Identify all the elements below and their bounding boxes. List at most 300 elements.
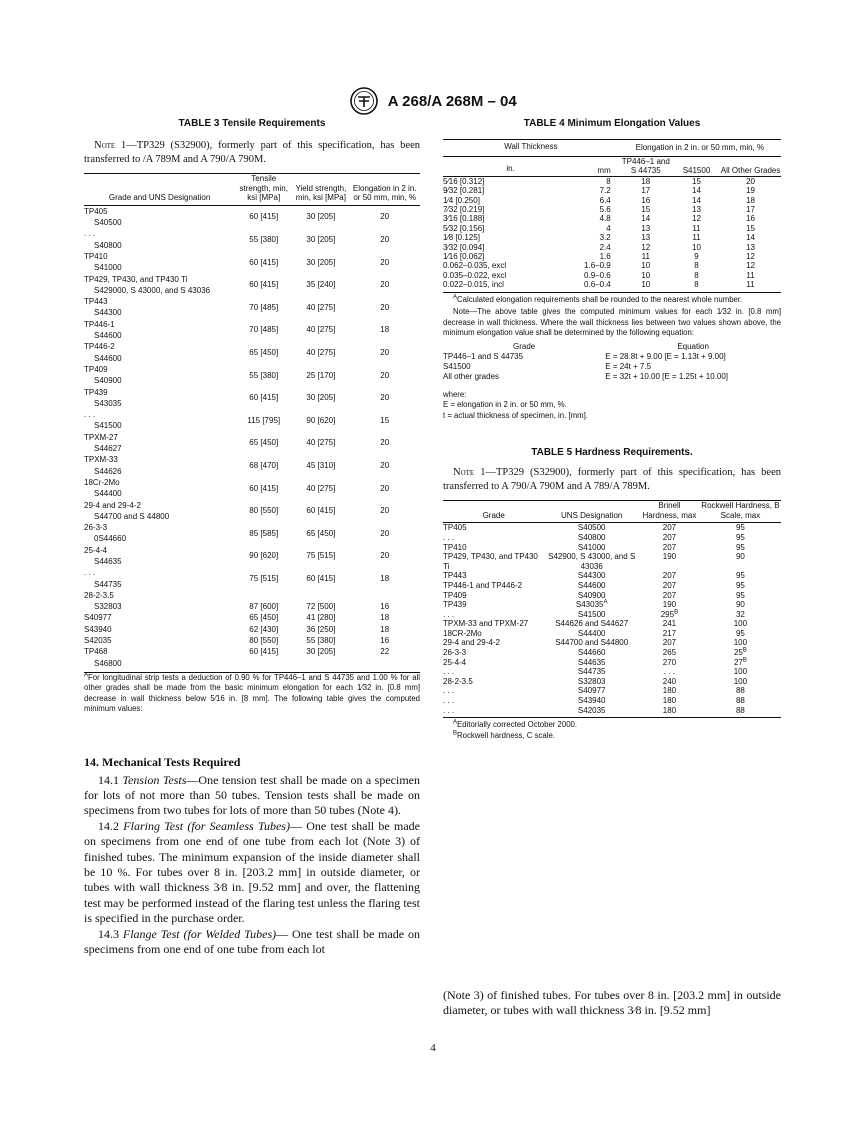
t3-row (84, 477, 420, 488)
t3-tensile: 65 [450] (249, 613, 279, 623)
t5-grade: 28-2-3.5 (443, 676, 473, 686)
t4-tp446: 10 (641, 261, 651, 271)
equation-row (443, 362, 781, 372)
t5-row (443, 629, 781, 639)
t3-uns: S42035 (84, 636, 112, 646)
t5-uns (544, 552, 639, 571)
t4-head-in: in. (506, 164, 515, 174)
t5-row (443, 686, 781, 696)
t5-grade: . . . (443, 532, 455, 542)
t3-elong: 20 (380, 280, 390, 290)
t3-elong: 20 (380, 393, 390, 403)
t3-yield: 36 [250] (306, 624, 336, 634)
t3-tensile: 87 [600] (249, 602, 279, 612)
t3-row (84, 612, 420, 623)
t4-head-wall: Wall Thickness (504, 142, 558, 151)
t3-elong: 20 (380, 347, 390, 357)
t5-grade: TP446-1 and TP446-2 (443, 580, 523, 590)
t5-row (443, 706, 781, 716)
t4-in: 5⁄32 [0.156] (443, 223, 485, 233)
t3-grade: TPXM-33 (84, 455, 118, 465)
t5-rockwell-text: 90 (735, 552, 745, 562)
t5-rockwell (700, 686, 781, 696)
t5-grade: TP429, TP430, and TP430 Ti (443, 552, 538, 571)
table3-tensile-requirements (84, 173, 420, 669)
t3-elong: 18 (380, 613, 390, 623)
t5-uns-text: S44660 (577, 648, 606, 658)
t4-tp446: 14 (641, 214, 651, 224)
t5-grade: TPXM-33 and TPXM-27 (443, 619, 529, 629)
t5-head-brinell: Brinell Hardness, max (642, 501, 697, 520)
equation-formula: E = 24t + 7.5 (605, 361, 652, 371)
t4-row (443, 271, 781, 280)
t5-rockwell-text: 88 (735, 686, 745, 696)
t5-rockwell-text: 88 (735, 696, 745, 706)
t5-head-grade: Grade (482, 510, 505, 520)
t5-rockwell (700, 648, 781, 658)
t5-grade: . . . (443, 696, 455, 706)
t5-rockwell (700, 552, 781, 571)
t3-row (84, 319, 420, 330)
equation-formula: E = 32t + 10.00 [E = 1.25t + 10.00] (605, 371, 728, 381)
t4-in: 0.022–0.015, incl (443, 280, 504, 290)
t3-uns: S40977 (84, 613, 112, 623)
t5-rockwell-text: 95 (735, 523, 745, 533)
t3-row (84, 274, 420, 285)
t5-rockwell (700, 629, 781, 639)
t4-tp446: 10 (641, 280, 651, 290)
t4-in: 7⁄32 [0.219] (443, 205, 485, 214)
t5-brinell-text: 241 (662, 619, 677, 629)
t4-other: 17 (746, 205, 756, 214)
t4-s41500: 9 (694, 252, 699, 262)
t5-brinell (639, 543, 700, 553)
t5-rockwell (700, 677, 781, 687)
table5-hardness-requirements (443, 500, 781, 715)
t4-s41500: 14 (692, 186, 701, 196)
t4-tp446: 16 (641, 195, 651, 205)
table3-title: TABLE 3 Tensile Requirements (178, 118, 326, 129)
t5-brinell (639, 552, 700, 571)
t3-uns: S40500 (94, 218, 122, 228)
t5-brinell-text: 190 (662, 552, 677, 562)
t5-rockwell-text: 32 (735, 609, 745, 619)
t5-brinell (639, 696, 700, 706)
t4-mm: 6.4 (599, 195, 611, 205)
t5-body (443, 523, 781, 715)
t4-mm: 0.6–0.4 (584, 280, 611, 290)
t5-brinell-text: 217 (662, 628, 677, 638)
t4-other: 18 (746, 195, 756, 205)
t3-yield: 45 [310] (306, 460, 336, 470)
table3-note: Note 1—TP329 (S32900), formerly part of this specification, has been transferred to /A 789M and A 790/A 790M. (84, 140, 420, 165)
t5-row (443, 571, 781, 581)
t5-uns (544, 706, 639, 716)
t3-uns: 0S44660 (94, 534, 127, 544)
t5-row (443, 658, 781, 668)
t3-yield: 35 [240] (306, 280, 336, 290)
t4-row (443, 224, 781, 233)
t4-mm: 7.2 (599, 186, 611, 196)
t3-row (84, 624, 420, 635)
t5-rockwell-text: 95 (735, 628, 745, 638)
t3-grade: TP446-1 (84, 319, 115, 329)
equation-grade: S41500 (443, 361, 471, 371)
t5-rockwell (700, 706, 781, 716)
t3-yield: 30 [205] (306, 212, 336, 222)
t3-tensile: 115 [795] (247, 415, 281, 425)
t5-head-rockwell: Rockwell Hardness, B Scale, max (701, 501, 780, 520)
t3-elong: 18 (380, 325, 390, 335)
t3-elong: 20 (380, 302, 390, 312)
t3-grade: TP439 (84, 387, 108, 397)
t3-tensile: 85 [585] (249, 528, 279, 538)
t3-row (84, 454, 420, 465)
t3-uns: S44635 (94, 556, 122, 566)
t5-row (443, 581, 781, 591)
t3-row (84, 296, 420, 307)
t4-row (443, 243, 781, 252)
astm-logo-icon (349, 86, 379, 116)
t5-rockwell (700, 591, 781, 601)
t4-s41500: 12 (692, 214, 701, 224)
t3-uns: S44626 (94, 466, 122, 476)
t5-row (443, 591, 781, 601)
t3-elong: 16 (380, 602, 390, 612)
t3-row (84, 658, 420, 669)
page-header (0, 86, 866, 116)
t3-elong: 18 (380, 624, 390, 634)
t4-other: 15 (746, 223, 756, 233)
t3-yield: 55 [380] (306, 636, 336, 646)
t3-row (84, 500, 420, 511)
t3-yield: 25 [170] (306, 370, 336, 380)
t5-rockwell (700, 696, 781, 706)
t5-uns (544, 591, 639, 601)
t4-other: 14 (746, 233, 756, 243)
t5-uns-text: S41000 (577, 542, 606, 552)
t5-rockwell-footnote-mark: B (742, 657, 747, 663)
t3-elong: 20 (380, 460, 390, 470)
t4-mm: 1.6–0.9 (584, 261, 611, 271)
t3-elong: 18 (380, 573, 390, 583)
t3-uns: S43035 (94, 398, 122, 408)
t5-brinell (639, 638, 700, 648)
t5-row (443, 523, 781, 533)
t3-row (84, 601, 420, 612)
t5-rockwell (700, 543, 781, 553)
t5-brinell-text: 207 (662, 571, 677, 581)
t4-head-other: All Other Grades (720, 166, 781, 176)
t4-other: 16 (746, 214, 756, 224)
t5-uns-text: S42035 (577, 705, 606, 715)
t5-grade: TP405 (443, 523, 467, 533)
table4-equations (443, 342, 781, 382)
t5-rockwell (700, 638, 781, 648)
t3-grade: 29-4 and 29-4-2 (84, 500, 141, 510)
t4-in: 3⁄32 [0.094] (443, 242, 485, 252)
t5-row (443, 600, 781, 610)
t5-uns-text: S40800 (577, 532, 606, 542)
t5-brinell-text: 180 (662, 705, 677, 715)
t3-grade: TP409 (84, 364, 108, 374)
t3-body (84, 205, 420, 669)
t4-head-mm: mm (597, 166, 611, 176)
t5-grade: TP439 (443, 600, 467, 610)
t3-yield: 40 [275] (306, 347, 336, 357)
t5-uns (544, 686, 639, 696)
t4-head-s41500: S41500 (682, 166, 711, 176)
t3-head-grade: Grade and UNS Designation (108, 193, 211, 203)
t3-tensile: 80 [550] (249, 506, 279, 516)
t5-uns (544, 648, 639, 658)
t3-uns: S46800 (94, 658, 122, 668)
t3-row (84, 341, 420, 352)
t5-brinell (639, 600, 700, 610)
t5-uns-text: S43035 (575, 600, 604, 610)
t4-mm: 2.4 (599, 242, 611, 252)
t4-other: 11 (746, 280, 755, 290)
equation-formula: E = 28.8t + 9.00 [E = 1.13t + 9.00] (605, 351, 726, 361)
t5-brinell (639, 533, 700, 543)
t4-other: 20 (746, 176, 756, 186)
t3-elong: 20 (380, 506, 390, 516)
t3-uns: S41500 (94, 421, 122, 431)
t4-s41500: 11 (692, 223, 701, 233)
t3-tensile: 55 [380] (249, 235, 279, 245)
t5-brinell-text: 270 (662, 657, 677, 667)
para-14-3: 14.3 Flange Test (for Welded Tubes)— One test shall be made on specimens from one end of one tube from each lot (84, 926, 420, 957)
t4-row (443, 280, 781, 289)
t5-uns (544, 629, 639, 639)
t4-tp446: 13 (641, 233, 651, 243)
t3-uns: S44300 (94, 308, 122, 318)
t5-rockwell-text: 100 (733, 667, 748, 677)
t5-brinell (639, 571, 700, 581)
t3-grade: . . . (84, 229, 96, 239)
section14-heading: 14. Mechanical Tests Required (84, 754, 241, 769)
t5-uns-footnote-mark: A (603, 599, 608, 606)
equation-row (443, 352, 781, 362)
t4-s41500: 8 (694, 261, 699, 271)
t5-brinell-text: 295 (660, 609, 675, 619)
t3-yield: 30 [205] (306, 235, 336, 245)
t4-in: 0.062–0.035, excl (443, 261, 507, 271)
t4-s41500: 14 (692, 195, 701, 205)
t5-brinell (639, 629, 700, 639)
t4-tp446: 15 (641, 205, 651, 214)
t5-row (443, 543, 781, 553)
equation-grade: TP446–1 and S 44735 (443, 351, 524, 361)
t3-yield: 65 [450] (306, 528, 336, 538)
t5-brinell-text: 207 (662, 580, 677, 590)
t5-brinell (639, 581, 700, 591)
t5-brinell-text: 240 (662, 676, 677, 686)
t3-uns: S40900 (94, 376, 122, 386)
t5-uns-text: S44300 (577, 571, 606, 581)
t4-other: 19 (746, 186, 756, 196)
t5-rockwell (700, 523, 781, 533)
t5-uns-text: S40977 (577, 686, 606, 696)
t5-uns-text: S44735 (577, 667, 606, 677)
t3-yield: 75 [515] (306, 551, 336, 561)
t5-row (443, 677, 781, 687)
t4-tp446: 11 (641, 252, 650, 262)
t5-row (443, 667, 781, 677)
t4-s41500: 10 (692, 242, 701, 252)
t4-mm: 5.6 (599, 205, 611, 214)
table5-footnote-a: $^A$Editorially corrected October 2000. (453, 719, 578, 730)
t3-uns: TP468 (84, 647, 108, 657)
t4-row (443, 196, 781, 205)
t5-brinell (639, 591, 700, 601)
table4-title: TABLE 4 Minimum Elongation Values (523, 118, 701, 129)
t3-tensile: 70 [485] (249, 302, 279, 312)
t3-tensile: 70 [485] (249, 325, 279, 335)
t3-row (84, 251, 420, 262)
t5-grade: TP443 (443, 571, 467, 581)
t4-mm: 4 (606, 223, 611, 233)
t5-brinell (639, 610, 700, 620)
t4-other: 12 (746, 252, 756, 262)
t5-rockwell-text: 95 (735, 542, 745, 552)
t4-head-elong: Elongation in 2 in. or 50 mm, min, % (619, 140, 781, 157)
t4-row (443, 252, 781, 261)
eq-head-equation: Equation (677, 341, 709, 351)
t3-tensile: 55 [380] (249, 370, 279, 380)
t4-s41500: 8 (694, 270, 699, 280)
t3-yield: 90 [620] (306, 415, 336, 425)
t4-other: 13 (746, 242, 756, 252)
t5-row (443, 648, 781, 658)
t3-grade: TP405 (84, 206, 108, 216)
t3-elong: 20 (380, 528, 390, 538)
table4-minimum-elongation (443, 139, 781, 290)
t5-brinell (639, 686, 700, 696)
t3-uns: S32803 (94, 602, 122, 612)
t4-row (443, 233, 781, 242)
t5-rockwell-text: 27 (733, 657, 743, 667)
t5-brinell-text: 207 (662, 523, 677, 533)
t5-uns (544, 619, 639, 629)
t3-tensile: 75 [515] (249, 573, 279, 583)
t5-uns (544, 667, 639, 677)
t5-grade: . . . (443, 686, 455, 696)
t5-rockwell (700, 571, 781, 581)
t5-grade: . . . (443, 705, 455, 715)
t3-yield: 72 [500] (306, 602, 336, 612)
t5-rockwell-text: 95 (735, 532, 745, 542)
t5-uns (544, 523, 639, 533)
t5-row (443, 696, 781, 706)
para-14-2: 14.2 Flaring Test (for Seamless Tubes)— One test shall be made on specimens from one end of one tube from each lot (Note 3) of finished tubes. The minimum expansion of the inside diameter shall be 10 %. For tubes over 8 in. [203.2 mm] in outside diameter, or tubes with wall thickness 3⁄8 in. [9.52 mm] and over, the flattening test may be performed instead of the flaring test unless the flaring test is specified in the purchase order. (84, 818, 420, 926)
t3-row (84, 522, 420, 533)
t3-grade: TP443 (84, 297, 108, 307)
t5-rockwell-text: 95 (735, 580, 745, 590)
t3-grade: 26-3-3 (84, 523, 108, 533)
t5-uns (544, 533, 639, 543)
t4-s41500: 13 (692, 205, 701, 214)
t3-grade: . . . (84, 410, 96, 420)
t3-grade: 25-4-4 (84, 545, 108, 555)
t3-tensile: 60 [415] (249, 212, 279, 222)
t4-mm: 0.9–0.6 (584, 270, 611, 280)
t3-row (84, 409, 420, 420)
t4-in: 0.035–0.022, excl (443, 270, 507, 280)
t5-brinell-footnote-mark: B (674, 609, 679, 616)
t3-uns: S44735 (94, 579, 122, 589)
t3-row (84, 646, 420, 657)
t5-uns (544, 543, 639, 553)
t4-tp446: 17 (641, 186, 651, 196)
t3-tensile: 90 [620] (249, 551, 279, 561)
t5-brinell (639, 677, 700, 687)
t5-grade: 25-4-4 (443, 657, 467, 667)
t5-grade: 18CR-2Mo (443, 628, 482, 638)
t3-tensile: 60 [415] (249, 393, 279, 403)
t5-rockwell (700, 600, 781, 610)
t3-row (84, 432, 420, 443)
t4-s41500: 15 (692, 176, 701, 186)
t3-tensile: 68 [470] (249, 460, 279, 470)
t3-elong: 20 (380, 370, 390, 380)
t4-row (443, 214, 781, 223)
t3-uns: S44627 (94, 444, 122, 454)
table3-footnote: $^A$For longitudinal strip tests a deduction of 0.90 % for TP446–1 and S 44735 and 1.00 % for all other grades shall be made from the basic minimum elongation for each 1⁄32 in. [0.8 mm] decrease in wall thickness below 5⁄16 in. [8 mm]. The following table gives the computed minimum values: (84, 672, 420, 714)
t4-row (443, 261, 781, 270)
t3-row (84, 228, 420, 239)
t3-tensile: 65 [450] (249, 347, 279, 357)
where-e: E = elongation in 2 in. or 50 mm, %. (443, 400, 567, 410)
t5-head-uns: UNS Designation (561, 510, 623, 520)
t3-elong: 22 (380, 647, 390, 657)
t5-uns-text: S41500 (577, 609, 606, 619)
t5-brinell-text: 265 (662, 648, 677, 658)
t5-rockwell-text: 95 (735, 590, 745, 600)
t5-uns-text: S42900, S 43000, and S 43036 (548, 552, 636, 571)
t5-brinell-text: 207 (662, 590, 677, 600)
t3-row (84, 567, 420, 578)
table5-footnote-b: $^B$Rockwell hardness, C scale. (453, 730, 555, 740)
t5-uns (544, 600, 639, 610)
t5-row (443, 638, 781, 648)
t5-row (443, 533, 781, 543)
t5-rockwell (700, 610, 781, 620)
t4-in: 1⁄4 [0.250] (443, 195, 480, 205)
t4-head-tp446: TP446–1 and S 44735 (621, 156, 670, 176)
t5-grade: 26-3-3 (443, 648, 467, 658)
t3-yield: 40 [275] (306, 483, 336, 493)
t4-mm: 8 (606, 176, 611, 186)
t3-row (84, 387, 420, 398)
t3-elong: 20 (380, 438, 390, 448)
t3-row (84, 364, 420, 375)
t3-elong: 20 (380, 257, 390, 267)
t4-s41500: 11 (692, 233, 701, 243)
table5-title: TABLE 5 Hardness Requirements. (531, 447, 693, 459)
t5-uns (544, 696, 639, 706)
t3-head-tensile: Tensile strength, min, ksi [MPa] (239, 174, 288, 203)
where-label: where: (443, 389, 467, 399)
t5-brinell (639, 523, 700, 533)
t3-uns: S44400 (94, 489, 122, 499)
t5-rockwell-footnote-mark: B (742, 647, 747, 654)
t4-tp446: 10 (641, 270, 651, 280)
t3-uns: S44700 and S 44800 (94, 511, 170, 521)
section14-continued: (Note 3) of finished tubes. For tubes over 8 in. [203.2 mm] in outside diameter, or tubes with wall thickness 3⁄8 in. [9.52 mm] (443, 988, 781, 1018)
t5-uns (544, 610, 639, 620)
t3-grade: TPXM-27 (84, 432, 118, 442)
